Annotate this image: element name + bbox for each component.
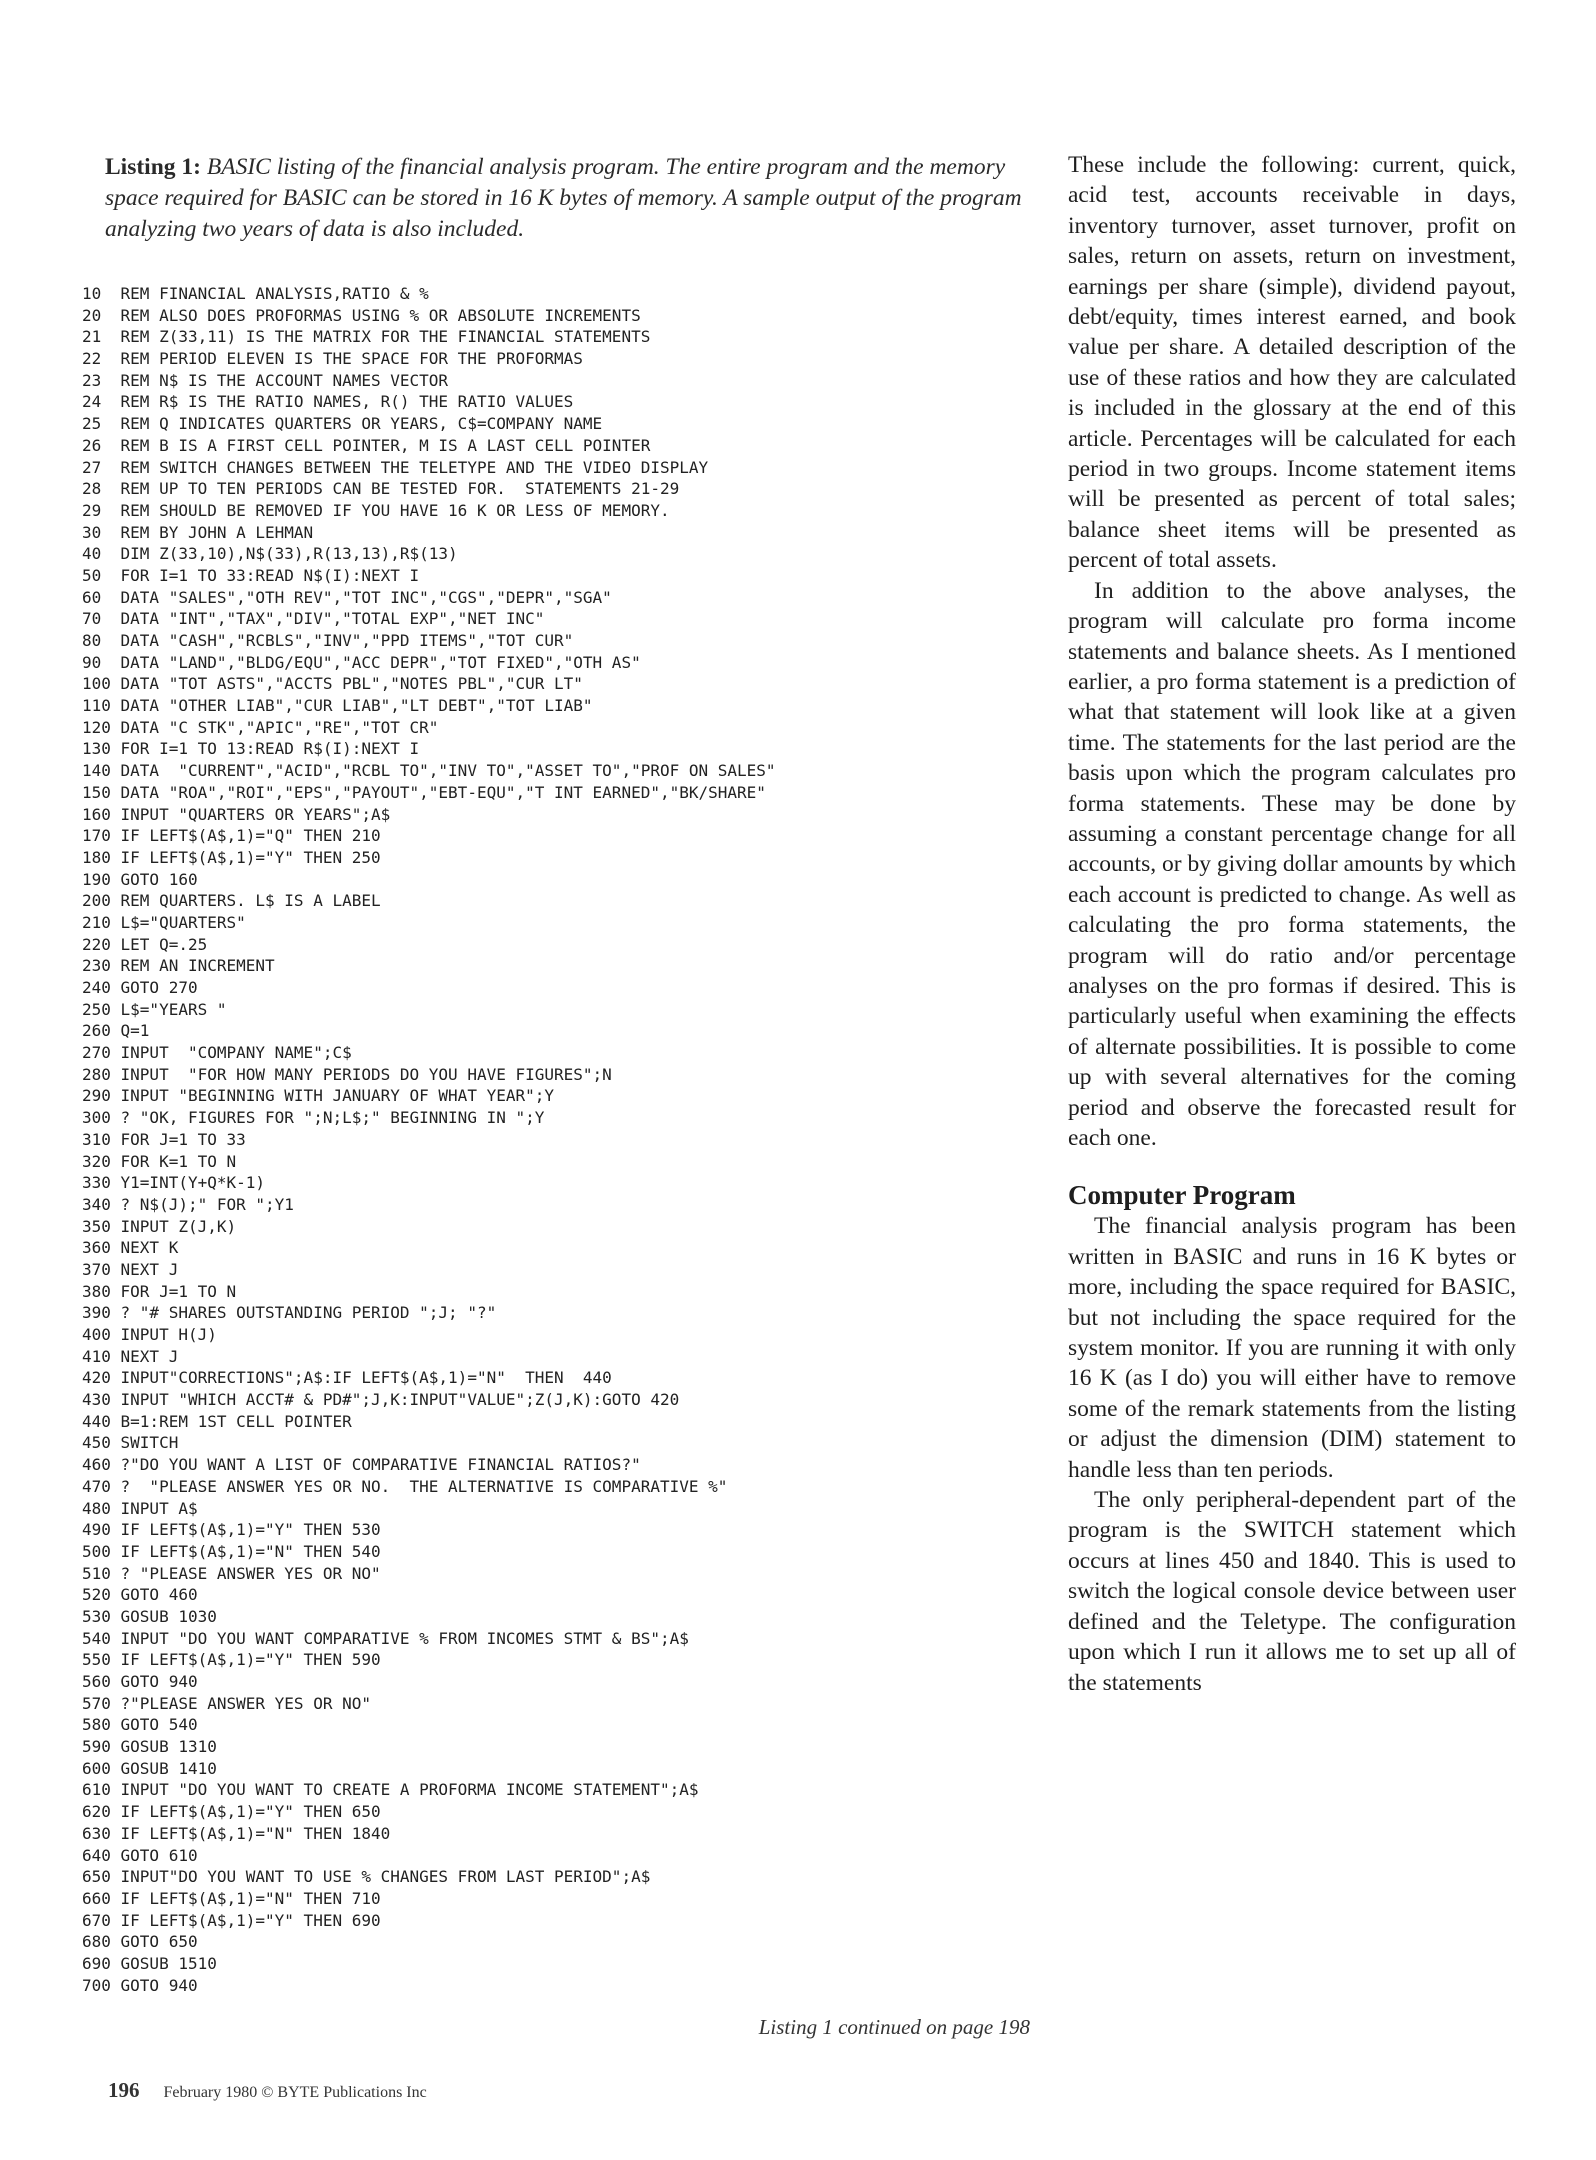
code-line: 250 L$="YEARS "	[82, 999, 227, 1019]
code-line: 700 GOTO 940	[82, 1975, 198, 1995]
code-line: 180 IF LEFT$(A$,1)="Y" THEN 250	[82, 847, 381, 867]
code-line: 160 INPUT "QUARTERS OR YEARS";A$	[82, 804, 391, 824]
code-line: 230 REM AN INCREMENT	[82, 956, 275, 976]
code-line: 310 FOR J=1 TO 33	[82, 1129, 246, 1149]
code-line: 470 ? "PLEASE ANSWER YES OR NO. THE ALTERNATIVE IS COMPARATIVE %"	[82, 1476, 728, 1496]
code-line: 130 FOR I=1 TO 13:READ R$(I):NEXT I	[82, 739, 420, 759]
code-line: 530 GOSUB 1030	[82, 1606, 217, 1626]
code-line: 460 ?"DO YOU WANT A LIST OF COMPARATIVE FINANCIAL RATIOS?"	[82, 1455, 641, 1475]
code-line: 170 IF LEFT$(A$,1)="Q" THEN 210	[82, 826, 381, 846]
code-line: 380 FOR J=1 TO N	[82, 1281, 237, 1301]
code-line: 190 GOTO 160	[82, 869, 198, 889]
code-line: 570 ?"PLEASE ANSWER YES OR NO"	[82, 1693, 371, 1713]
code-line: 80 DATA "CASH","RCBLS","INV","PPD ITEMS","TOT CUR"	[82, 631, 574, 650]
code-line: 400 INPUT H(J)	[82, 1325, 217, 1344]
page-number: 196	[108, 2078, 140, 2102]
code-line: 210 L$="QUARTERS"	[82, 912, 246, 932]
caption-text: BASIC listing of the financial analysis program. The entire program and the memory space required for BASIC can be stored in 16 K bytes of memory. A sample output of the program analyzing two years of data is also included.	[105, 154, 1022, 242]
code-line: 640 GOTO 610	[82, 1845, 198, 1865]
code-line: 260 Q=1	[82, 1021, 150, 1041]
code-line: 420 INPUT"CORRECTIONS";A$:IF LEFT$(A$,1)="N" THEN 440	[82, 1368, 612, 1388]
code-line: 29 REM SHOULD BE REMOVED IF YOU HAVE 16 K OR LESS OF MEMORY.	[82, 500, 670, 520]
code-line: 240 GOTO 270	[82, 978, 198, 997]
article-paragraph: The financial analysis program has been written in BASIC and runs in 16 K bytes or more, including the space required for BASIC, but not including the space required for the system monitor. If you are running it with only 16 K (as I do) you will either have to remove some of the remark statements from the listing or adjust the dimension (DIM) statement to handle less than ten periods.	[1068, 1213, 1516, 1483]
code-line: 410 NEXT J	[82, 1346, 179, 1366]
code-line: 220 LET Q=.25	[82, 934, 208, 954]
code-line: 480 INPUT A$	[82, 1498, 198, 1518]
code-line: 280 INPUT "FOR HOW MANY PERIODS DO YOU HAVE FIGURES";N	[82, 1064, 612, 1084]
code-line: 24 REM R$ IS THE RATIO NAMES, R() THE RATIO VALUES	[82, 392, 574, 412]
code-line: 140 DATA "CURRENT","ACID","RCBL TO","INV TO","ASSET TO","PROF ON SALES"	[82, 761, 776, 781]
code-line: 28 REM UP TO TEN PERIODS CAN BE TESTED FOR. STATEMENTS 21-29	[82, 479, 680, 499]
code-line: 510 ? "PLEASE ANSWER YES OR NO"	[82, 1563, 381, 1583]
code-line: 500 IF LEFT$(A$,1)="N" THEN 540	[82, 1541, 381, 1561]
code-line: 590 GOSUB 1310	[82, 1737, 217, 1757]
code-line: 21 REM Z(33,11) IS THE MATRIX FOR THE FINANCIAL STATEMENTS	[82, 327, 651, 347]
code-line: 540 INPUT "DO YOU WANT COMPARATIVE % FROM INCOMES STMT & BS";A$	[82, 1628, 689, 1648]
code-line: 370 NEXT J	[82, 1259, 179, 1279]
code-line: 100 DATA "TOT ASTS","ACCTS PBL","NOTES PBL","CUR LT"	[82, 674, 583, 694]
code-line: 560 GOTO 940	[82, 1672, 198, 1691]
code-line: 200 REM QUARTERS. L$ IS A LABEL	[82, 891, 381, 911]
code-line: 390 ? "# SHARES OUTSTANDING PERIOD ";J; "?"	[82, 1303, 497, 1323]
article-text-column	[1068, 150, 1516, 1698]
code-line: 600 GOSUB 1410	[82, 1758, 217, 1778]
code-line: 30 REM BY JOHN A LEHMAN	[82, 522, 314, 542]
code-line: 25 REM Q INDICATES QUARTERS OR YEARS, C$=COMPANY NAME	[82, 414, 603, 434]
code-line: 630 IF LEFT$(A$,1)="N" THEN 1840	[82, 1823, 391, 1843]
section-heading: Computer Program	[1068, 1180, 1296, 1211]
code-line: 70 DATA "INT","TAX","DIV","TOTAL EXP","NET INC"	[82, 609, 545, 629]
code-line: 520 GOTO 460	[82, 1585, 198, 1605]
listing-continued-note: Listing 1 continued on page 198	[758, 2015, 1030, 2039]
code-line: 650 INPUT"DO YOU WANT TO USE % CHANGES FROM LAST PERIOD";A$	[82, 1867, 651, 1887]
code-line: 22 REM PERIOD ELEVEN IS THE SPACE FOR THE PROFORMAS	[82, 349, 583, 369]
page-footer	[108, 2078, 427, 2103]
listing-caption	[105, 152, 1037, 245]
code-line: 23 REM N$ IS THE ACCOUNT NAMES VECTOR	[82, 370, 449, 390]
code-line: 680 GOTO 650	[82, 1932, 198, 1952]
code-line: 10 REM FINANCIAL ANALYSIS,RATIO & %	[82, 284, 429, 303]
caption-label: Listing 1:	[105, 154, 201, 180]
code-line: 40 DIM Z(33,10),N$(33),R(13,13),R$(13)	[82, 544, 458, 564]
basic-code-listing	[82, 283, 1062, 1996]
article-paragraph: In addition to the above analyses, the program will calculate pro forma income statements and balance sheets. As I mentioned earlier, a pro forma statement is a prediction of what that statement will look like at a given time. The statements for the last period are the basis upon which the program calculates pro forma statements. These may be done by assuming a constant percentage change for all accounts, or by giving dollar amounts by which each account is predicted to change. As well as calculating the pro forma statements, the program will do ratio and/or percentage analyses on the pro formas if desired. This is particularly useful when examining the effects of alternate possibilities. It is possible to come up with several alternatives for the coming period and observe the forecasted result for each one.	[1068, 577, 1516, 1151]
code-line: 110 DATA "OTHER LIAB","CUR LIAB","LT DEBT","TOT LIAB"	[82, 696, 593, 716]
code-line: 150 DATA "ROA","ROI","EPS","PAYOUT","EBT-EQU","T INT EARNED","BK/SHARE"	[82, 782, 766, 802]
code-line: 490 IF LEFT$(A$,1)="Y" THEN 530	[82, 1520, 381, 1540]
code-line: 610 INPUT "DO YOU WANT TO CREATE A PROFORMA INCOME STATEMENT";A$	[82, 1780, 699, 1800]
code-line: 580 GOTO 540	[82, 1715, 198, 1735]
code-line: 27 REM SWITCH CHANGES BETWEEN THE TELETYPE AND THE VIDEO DISPLAY	[82, 457, 709, 477]
code-line: 440 B=1:REM 1ST CELL POINTER	[82, 1411, 352, 1431]
code-line: 430 INPUT "WHICH ACCT# & PD#";J,K:INPUT"VALUE";Z(J,K):GOTO 420	[82, 1390, 680, 1410]
code-line: 360 NEXT K	[82, 1238, 179, 1258]
code-line: 330 Y1=INT(Y+Q*K-1)	[82, 1173, 266, 1193]
code-line: 550 IF LEFT$(A$,1)="Y" THEN 590	[82, 1650, 381, 1670]
code-line: 320 FOR K=1 TO N	[82, 1151, 237, 1171]
footer-text: February 1980 © BYTE Publications Inc	[163, 2084, 427, 2101]
code-line: 270 INPUT "COMPANY NAME";C$	[82, 1043, 352, 1063]
code-line: 300 ? "OK, FIGURES FOR ";N;L$;" BEGINNING IN ";Y	[82, 1108, 545, 1128]
code-line: 350 INPUT Z(J,K)	[82, 1216, 237, 1236]
code-line: 26 REM B IS A FIRST CELL POINTER, M IS A LAST CELL POINTER	[82, 435, 651, 455]
code-line: 670 IF LEFT$(A$,1)="Y" THEN 690	[82, 1910, 381, 1930]
code-line: 620 IF LEFT$(A$,1)="Y" THEN 650	[82, 1802, 381, 1822]
code-line: 20 REM ALSO DOES PROFORMAS USING % OR ABSOLUTE INCREMENTS	[82, 305, 641, 325]
code-line: 90 DATA "LAND","BLDG/EQU","ACC DEPR","TOT FIXED","OTH AS"	[82, 652, 641, 672]
code-line: 290 INPUT "BEGINNING WITH JANUARY OF WHAT YEAR";Y	[82, 1086, 555, 1106]
code-line: 450 SWITCH	[82, 1433, 179, 1453]
code-line: 340 ? N$(J);" FOR ";Y1	[82, 1194, 294, 1214]
code-line: 50 FOR I=1 TO 33:READ N$(I):NEXT I	[82, 565, 420, 585]
code-line: 60 DATA "SALES","OTH REV","TOT INC","CGS","DEPR","SGA"	[82, 587, 612, 607]
article-paragraph: The only peripheral-dependent part of the program is the SWITCH statement which occurs at lines 450 and 1840. This is used to switch the logical console device between user defined and the Teletype. The configuration upon which I run it allows me to set up all of the statements	[1068, 1487, 1516, 1696]
code-line: 660 IF LEFT$(A$,1)="N" THEN 710	[82, 1888, 381, 1908]
code-line: 120 DATA "C STK","APIC","RE","TOT CR"	[82, 717, 439, 737]
code-line: 690 GOSUB 1510	[82, 1953, 217, 1973]
article-paragraph: These include the following: current, quick, acid test, accounts receivable in days, inventory turnover, asset turnover, profit on sales, return on assets, return on investment, earnings per share (simple), dividend payout, debt/equity, times interest earned, and book value per share. A detailed description of the use of these ratios and how they are calculated is included in the glossary at the end of this article. Percentages will be calculated for each period in two groups. Income statement items will be presented as percent of total sales; balance sheet items will be presented as percent of total assets.	[1068, 152, 1516, 574]
